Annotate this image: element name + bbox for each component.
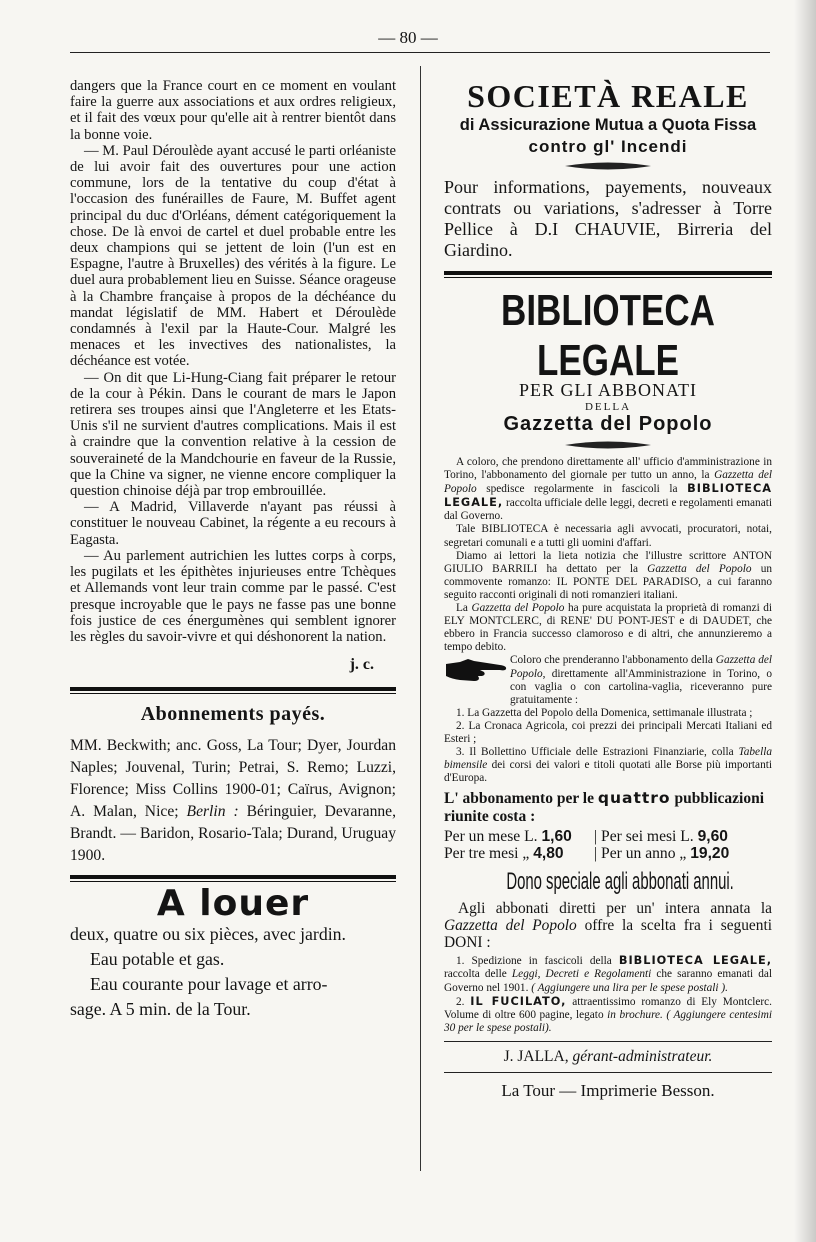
leggi-italic: Leggi, Decreti e Regolamenti bbox=[511, 968, 652, 981]
column-divider bbox=[420, 66, 421, 1171]
price-row bbox=[444, 828, 772, 845]
text-run: 3. Il Bollettino Ufficiale delle Estrazioni Finanziarie, colla bbox=[456, 746, 734, 759]
biblioteca-subtitle: PER GLI ABBONATI bbox=[518, 380, 697, 400]
il-fucilato-inline: IL FUCILATO, bbox=[470, 994, 567, 1008]
louer-title: A louer bbox=[156, 882, 310, 924]
price-label: Per un anno „ bbox=[601, 845, 687, 863]
tabella-italic: Tabella bimensile bbox=[444, 746, 772, 772]
gazzetta-italic: Gazzetta del Popolo bbox=[471, 602, 565, 615]
price-value: 4,80 bbox=[533, 845, 564, 863]
text-run: un commovente romanzo: IL PONTE DEL PARADISO, a cui faranno seguito racconti originali di noti romanzieri italiani. bbox=[444, 562, 772, 601]
section-rule-thick bbox=[444, 271, 772, 275]
price-value: 9,60 bbox=[697, 828, 728, 846]
footer-rule bbox=[444, 1041, 772, 1042]
abbonamento-heading bbox=[444, 789, 772, 826]
text-run: dei corsi dei valori e titoli quotati alle Borse più importanti d'Europa. bbox=[444, 759, 772, 785]
price-cell: | Per un anno „ 19,20 bbox=[594, 845, 730, 863]
gazzetta-italic: Gazzetta del Popolo bbox=[510, 654, 772, 680]
ornament-icon bbox=[444, 161, 772, 173]
news-paragraph: — M. Paul Déroulède ayant accusé le parti orléaniste de lui avoir fait des ouvertures pour une action commune, lors de la tentative du coup d'état à l'occasion des funérailles de Faure, M. Buffet agent principal du duc d'Orléans, dément catégoriquement la chose. De là envoi de cartel et duel probable entre les deux champions qui se jettent de loin (l'un est en Espagne, l'autre à Bruxelles) des vérités à la figure. Le duel aura probablement lieu en Suisse. Séance orageuse à la Chambre française à propos de la déchéance du mandat législatif de MM. Habert et Déroulède condamnés à l'exil par la Haute-Cour. Malgré les menaces et les invectives des nationalistes, la déchéance est votée. bbox=[70, 142, 396, 370]
section-rule-thin bbox=[444, 277, 772, 278]
footer-rule bbox=[444, 1072, 772, 1073]
text-run: ha pure acquistata la proprietà di romanzi di ELY MONTCLERC, di RENE' DU PONT-JEST e di DAUDET, che ebbero in Francia successo clamoroso e di altri, che annunzieremo a tempo debito. bbox=[444, 602, 773, 654]
price-label: Per sei mesi L. bbox=[601, 828, 694, 846]
price-value: 19,20 bbox=[690, 845, 730, 863]
louer-line: deux, quatre ou six pièces, avec jardin. bbox=[70, 923, 347, 944]
right-column bbox=[444, 78, 772, 1101]
gift-item bbox=[444, 746, 772, 785]
price-cell bbox=[444, 845, 594, 862]
dono-title: Dono speciale agli abbonati annui. bbox=[506, 868, 734, 896]
biblioteca-della: DELLA bbox=[584, 401, 632, 413]
doni-list bbox=[444, 954, 772, 1035]
louer-text bbox=[70, 922, 396, 1022]
biblioteca-paragraph bbox=[444, 456, 772, 523]
text-run: Agli abbonati diretti per un' intera annata la bbox=[458, 900, 772, 918]
text-run: Coloro che prenderanno l'abbonamento della bbox=[510, 654, 713, 667]
gerant-title: gérant-administrateur. bbox=[572, 1047, 713, 1065]
price-value: 1,60 bbox=[541, 828, 572, 846]
section-rule-thick bbox=[70, 687, 396, 691]
biblioteca-body bbox=[444, 456, 772, 785]
gift-item: 1. La Gazzetta del Popolo della Domenica, settimanale illustrata ; bbox=[456, 706, 753, 719]
header-rule bbox=[70, 52, 770, 53]
gazzetta-italic: Gazzetta del Popolo bbox=[444, 917, 577, 935]
text-run: attraentissimo romanzo di Ely Montclerc. Volume di oltre 600 pagine, legato bbox=[444, 995, 772, 1021]
dono-item bbox=[444, 954, 772, 994]
louer-line: sage. A 5 min. de la Tour. bbox=[70, 998, 251, 1019]
biblioteca-legale-inline: BIBLIOTECA LEGALE, bbox=[444, 482, 773, 510]
societa-subtitle: di Assicurazione Mutua a Quota Fissa bbox=[459, 116, 757, 134]
biblioteca-title: BIBLIOTECA LEGALE bbox=[501, 286, 715, 385]
text-run: raccolta delle bbox=[444, 968, 507, 981]
abonnements-list: MM. Beckwith; anc. Goss, La Tour; Dyer, Jourdan Naples; Jouvenal, Turin; Petrai, S. Remo; Luzzi, Florence; Miss Collins 1900-01; Caïrus, Avignon; A. Malan, Nice; bbox=[70, 736, 396, 820]
price-cell: | Per sei mesi L. 9,60 bbox=[594, 828, 728, 846]
text-run: 2. bbox=[456, 995, 465, 1008]
text-run: spedisce regolarmente in fascicoli la bbox=[486, 483, 678, 496]
news-paragraph: — A Madrid, Villaverde n'ayant pas réussi à constituer le nouveau Cabinet, la régente a eu recours à Eagasta. bbox=[70, 499, 396, 548]
brochure-italic: in brochure. ( Aggiungere centesimi 30 per le spese postali). bbox=[444, 1008, 772, 1034]
text-run: che saranno emanati dal Governo nel 1901. bbox=[444, 968, 772, 994]
section-rule-thin bbox=[70, 693, 396, 694]
biblioteca-legale-inline: BIBLIOTECA LEGALE, bbox=[618, 954, 772, 968]
signature: j. c. bbox=[349, 656, 374, 674]
text-run: L' abbonamento per le bbox=[444, 790, 594, 808]
pointing-hand-icon bbox=[444, 656, 510, 682]
left-column bbox=[70, 78, 396, 1022]
quattro-word: quattro bbox=[597, 789, 671, 808]
text-run: pubblicazioni riunite costa : bbox=[444, 790, 765, 826]
price-label: Per un mese L. bbox=[444, 828, 538, 846]
gift-item: 2. La Cronaca Agricola, coi prezzi dei principali Mercati Italiani ed Esteri ; bbox=[444, 719, 772, 745]
news-paragraph: — On dit que Li-Hung-Ciang fait préparer le retour de la cour à Pékin. Dans le courant de mars le Japon retirera ses troupes ainsi que l'Angleterre et les Etats-Unis s'il ne survient d'autres complications. Mais il est à craindre que la convention relative à la cession de souveraineté de la Mandchourie en faveur de la Russie, que la Chine va signer, ne vienne encore compliquer la question chinoise déjà par trop embrouillée. bbox=[70, 369, 396, 500]
news-paragraph: — Au parlement autrichien les luttes corps à corps, les pugilats et les épithètes injurieuses entre Tchèques et Allemands vont leur train comme par le passé. C'est presque incroyable que le pays ne fasse pas une bonne fois justice de ces énergumènes qui semblent ignorer les règles du savoir-vivre et qui déshonorent la nation. bbox=[70, 547, 396, 645]
louer-line: Eau potable et gas. bbox=[90, 948, 225, 969]
biblioteca-gazzetta: Gazzetta del Popolo bbox=[503, 413, 713, 435]
section-rule-thick bbox=[70, 875, 396, 879]
societa-title: SOCIETÀ REALE bbox=[467, 78, 749, 114]
biblioteca-paragraph bbox=[444, 550, 772, 602]
text-run: offre la scelta fra i seguenti DONI : bbox=[444, 917, 772, 952]
dono-item bbox=[444, 995, 772, 1035]
gerant-name: J. JALLA, bbox=[503, 1047, 569, 1065]
biblioteca-paragraph bbox=[510, 654, 772, 706]
abonnements-title: Abonnements payés. bbox=[140, 703, 326, 726]
page-number: — 80 — bbox=[378, 28, 438, 47]
text-run: raccolta ufficiale delle leggi, decreti e regolamenti emanati dal Governo. bbox=[444, 497, 772, 523]
price-row bbox=[444, 845, 772, 862]
biblioteca-paragraph bbox=[444, 602, 772, 654]
price-cell bbox=[444, 828, 594, 845]
gazzetta-italic: Gazzetta del Popolo bbox=[444, 469, 773, 496]
price-label: Per tre mesi „ bbox=[444, 845, 530, 863]
abonnements-list-cont: Béringuier, Devaranne, Brandt. — Baridon, Rosario-Tala; Durand, Uruguay 1900. bbox=[70, 802, 396, 864]
text-run: La bbox=[456, 602, 468, 615]
news-paragraph: dangers que la France court en ce moment en voulant faire la guerre aux associations et aux ordres religieux, et il fait des vœux pour qu'elle ait à rentrer bientôt dans la bonne voie. bbox=[70, 78, 396, 143]
societa-text: Pour informations, payements, nouveaux contrats ou variations, s'adresser à Torre Pellice à D.I CHAUVIE, Birreria del Giardino. bbox=[444, 177, 772, 260]
spese-italic: ( Aggiungere una lira per le spese postali ). bbox=[531, 981, 728, 994]
text-run: 1. Spedizione in fascicoli della bbox=[456, 955, 612, 968]
abonnements-berlin: Berlin : bbox=[186, 802, 239, 820]
gazzetta-italic: Gazzetta del Popolo bbox=[647, 562, 752, 575]
ornament-icon bbox=[444, 440, 772, 452]
imprimerie-line: La Tour — Imprimerie Besson. bbox=[501, 1080, 715, 1100]
text-run: A coloro, che prendono direttamente all' ufficio d'amministrazione in Torino, l'abbonamento del giornale per tutto un anno, la bbox=[444, 456, 772, 482]
section-rule-thin bbox=[70, 881, 396, 882]
pointing-hand-paragraph bbox=[444, 654, 772, 706]
text-run: Diamo ai lettori la lieta notizia che l'illustre scrittore ANTON GIULIO BARRILI ha dettato per la bbox=[444, 549, 772, 575]
louer-line: Eau courante pour lavage et arro- bbox=[90, 973, 328, 994]
abonnements-text bbox=[70, 735, 396, 867]
dono-text bbox=[444, 900, 772, 951]
text-run: , direttamente all'Amministrazione in Torino, o con vaglia o con cartolina-vaglia, riceveranno pure gratuitamente : bbox=[510, 667, 772, 706]
price-table bbox=[444, 828, 772, 862]
societa-subtitle-incendi: contro gl' Incendi bbox=[528, 137, 688, 156]
gerant-line bbox=[444, 1048, 772, 1066]
biblioteca-paragraph: Tale BIBLIOTECA è necessaria agli avvocati, procuratori, notai, segretari comunali e a tutti gli uomini d'affari. bbox=[444, 523, 772, 549]
scan-edge-shadow bbox=[794, 0, 816, 1242]
